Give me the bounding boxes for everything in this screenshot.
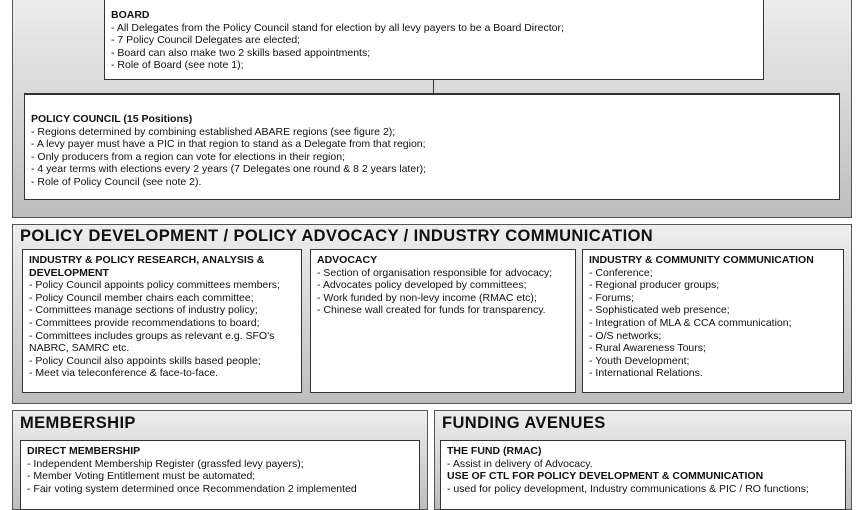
advocacy-line: - Chinese wall created for funds for transparency.: [317, 304, 546, 317]
direct-membership-title: DIRECT MEMBERSHIP: [27, 445, 141, 457]
communication-line: - International Relations.: [589, 367, 703, 380]
communication-line: - Youth Development;: [589, 354, 690, 367]
research-line: - Meet via teleconference & face-to-face.: [29, 367, 219, 380]
policy-council-line: - Regions determined by combining established ABARE regions (see figure 2);: [31, 125, 396, 138]
ctl-title: USE OF CTL FOR POLICY DEVELOPMENT & COMMUNICATION: [447, 470, 764, 483]
research-line: NABRC, SAMRC etc.: [29, 342, 130, 355]
communication-line: - Conference;: [589, 266, 653, 279]
board-box: [104, 0, 764, 80]
advocacy-title: ADVOCACY: [317, 254, 378, 266]
policy-council-box: [24, 94, 840, 200]
research-line: - Committees provide recommendations to board;: [29, 316, 260, 329]
membership-heading: MEMBERSHIP: [20, 414, 136, 432]
advocacy-line: - Work funded by non-levy income (RMAC etc);: [317, 291, 537, 304]
policy-council-line: - Role of Policy Council (see note 2).: [31, 175, 202, 188]
policy-council-line: - Only producers from a region can vote for elections in their region;: [31, 150, 345, 163]
communication-line: - Rural Awareness Tours;: [589, 342, 706, 355]
communication-line: - Regional producer groups;: [589, 279, 720, 292]
policy-council-line: - A levy payer must have a PIC in that region to stand as a Delegate from that region;: [31, 138, 426, 151]
board-line: - 7 Policy Council Delegates are elected;: [111, 34, 301, 47]
communication-line: - Forums;: [589, 291, 634, 304]
board-title: BOARD: [111, 9, 150, 21]
research-line: - Committees manage sections of industry policy;: [29, 304, 258, 317]
communication-line: - O/S networks;: [589, 329, 662, 342]
policy-council-title: POLICY COUNCIL (15 Positions): [31, 113, 193, 125]
research-line: - Policy Council appoints policy committees members;: [29, 279, 280, 292]
fund-line: - Assist in delivery of Advocacy.: [447, 457, 593, 470]
research-box: [22, 249, 302, 393]
research-title: DEVELOPMENT: [29, 266, 109, 279]
board-line: - Role of Board (see note 1);: [111, 59, 244, 72]
direct-membership-line: - Member Voting Entitlement must be automated;: [27, 470, 256, 483]
direct-membership-line: - Fair voting system determined once Recommendation 2 implemented: [27, 482, 357, 495]
research-line: - Policy Council also appoints skills based people;: [29, 354, 261, 367]
research-line: - Committees includes groups as relevant e.g. SFO's: [29, 329, 275, 342]
advocacy-line: - Section of organisation responsible for advocacy;: [317, 266, 553, 279]
advocacy-box: [310, 249, 576, 393]
research-line: - Policy Council member chairs each committee;: [29, 291, 254, 304]
communication-line: - Sophisticated web presence;: [589, 304, 730, 317]
connector-vertical: [433, 80, 434, 94]
research-title: INDUSTRY & POLICY RESEARCH, ANALYSIS &: [29, 254, 265, 266]
board-line: - All Delegates from the Policy Council stand for election by all levy payers to be a Board Director;: [111, 21, 564, 34]
board-line: - Board can also make two 2 skills based appointments;: [111, 46, 371, 59]
ctl-line: - used for policy development, Industry communications & PIC / RO functions;: [447, 482, 809, 495]
direct-membership-line: - Independent Membership Register (grassfed levy payers);: [27, 457, 304, 470]
communication-line: - Integration of MLA & CCA communication;: [589, 316, 792, 329]
communication-box: [582, 249, 844, 393]
advocacy-line: - Advocates policy developed by committees;: [317, 279, 527, 292]
policy-council-line: - 4 year terms with elections every 2 years (7 Delegates one round & 8 2 years later);: [31, 163, 427, 176]
communication-title: INDUSTRY & COMMUNITY COMMUNICATION: [589, 254, 814, 266]
fund-title: THE FUND (RMAC): [447, 445, 542, 457]
policy-section-heading: POLICY DEVELOPMENT / POLICY ADVOCACY / INDUSTRY COMMUNICATION: [20, 227, 654, 245]
funding-heading: FUNDING AVENUES: [442, 414, 606, 432]
